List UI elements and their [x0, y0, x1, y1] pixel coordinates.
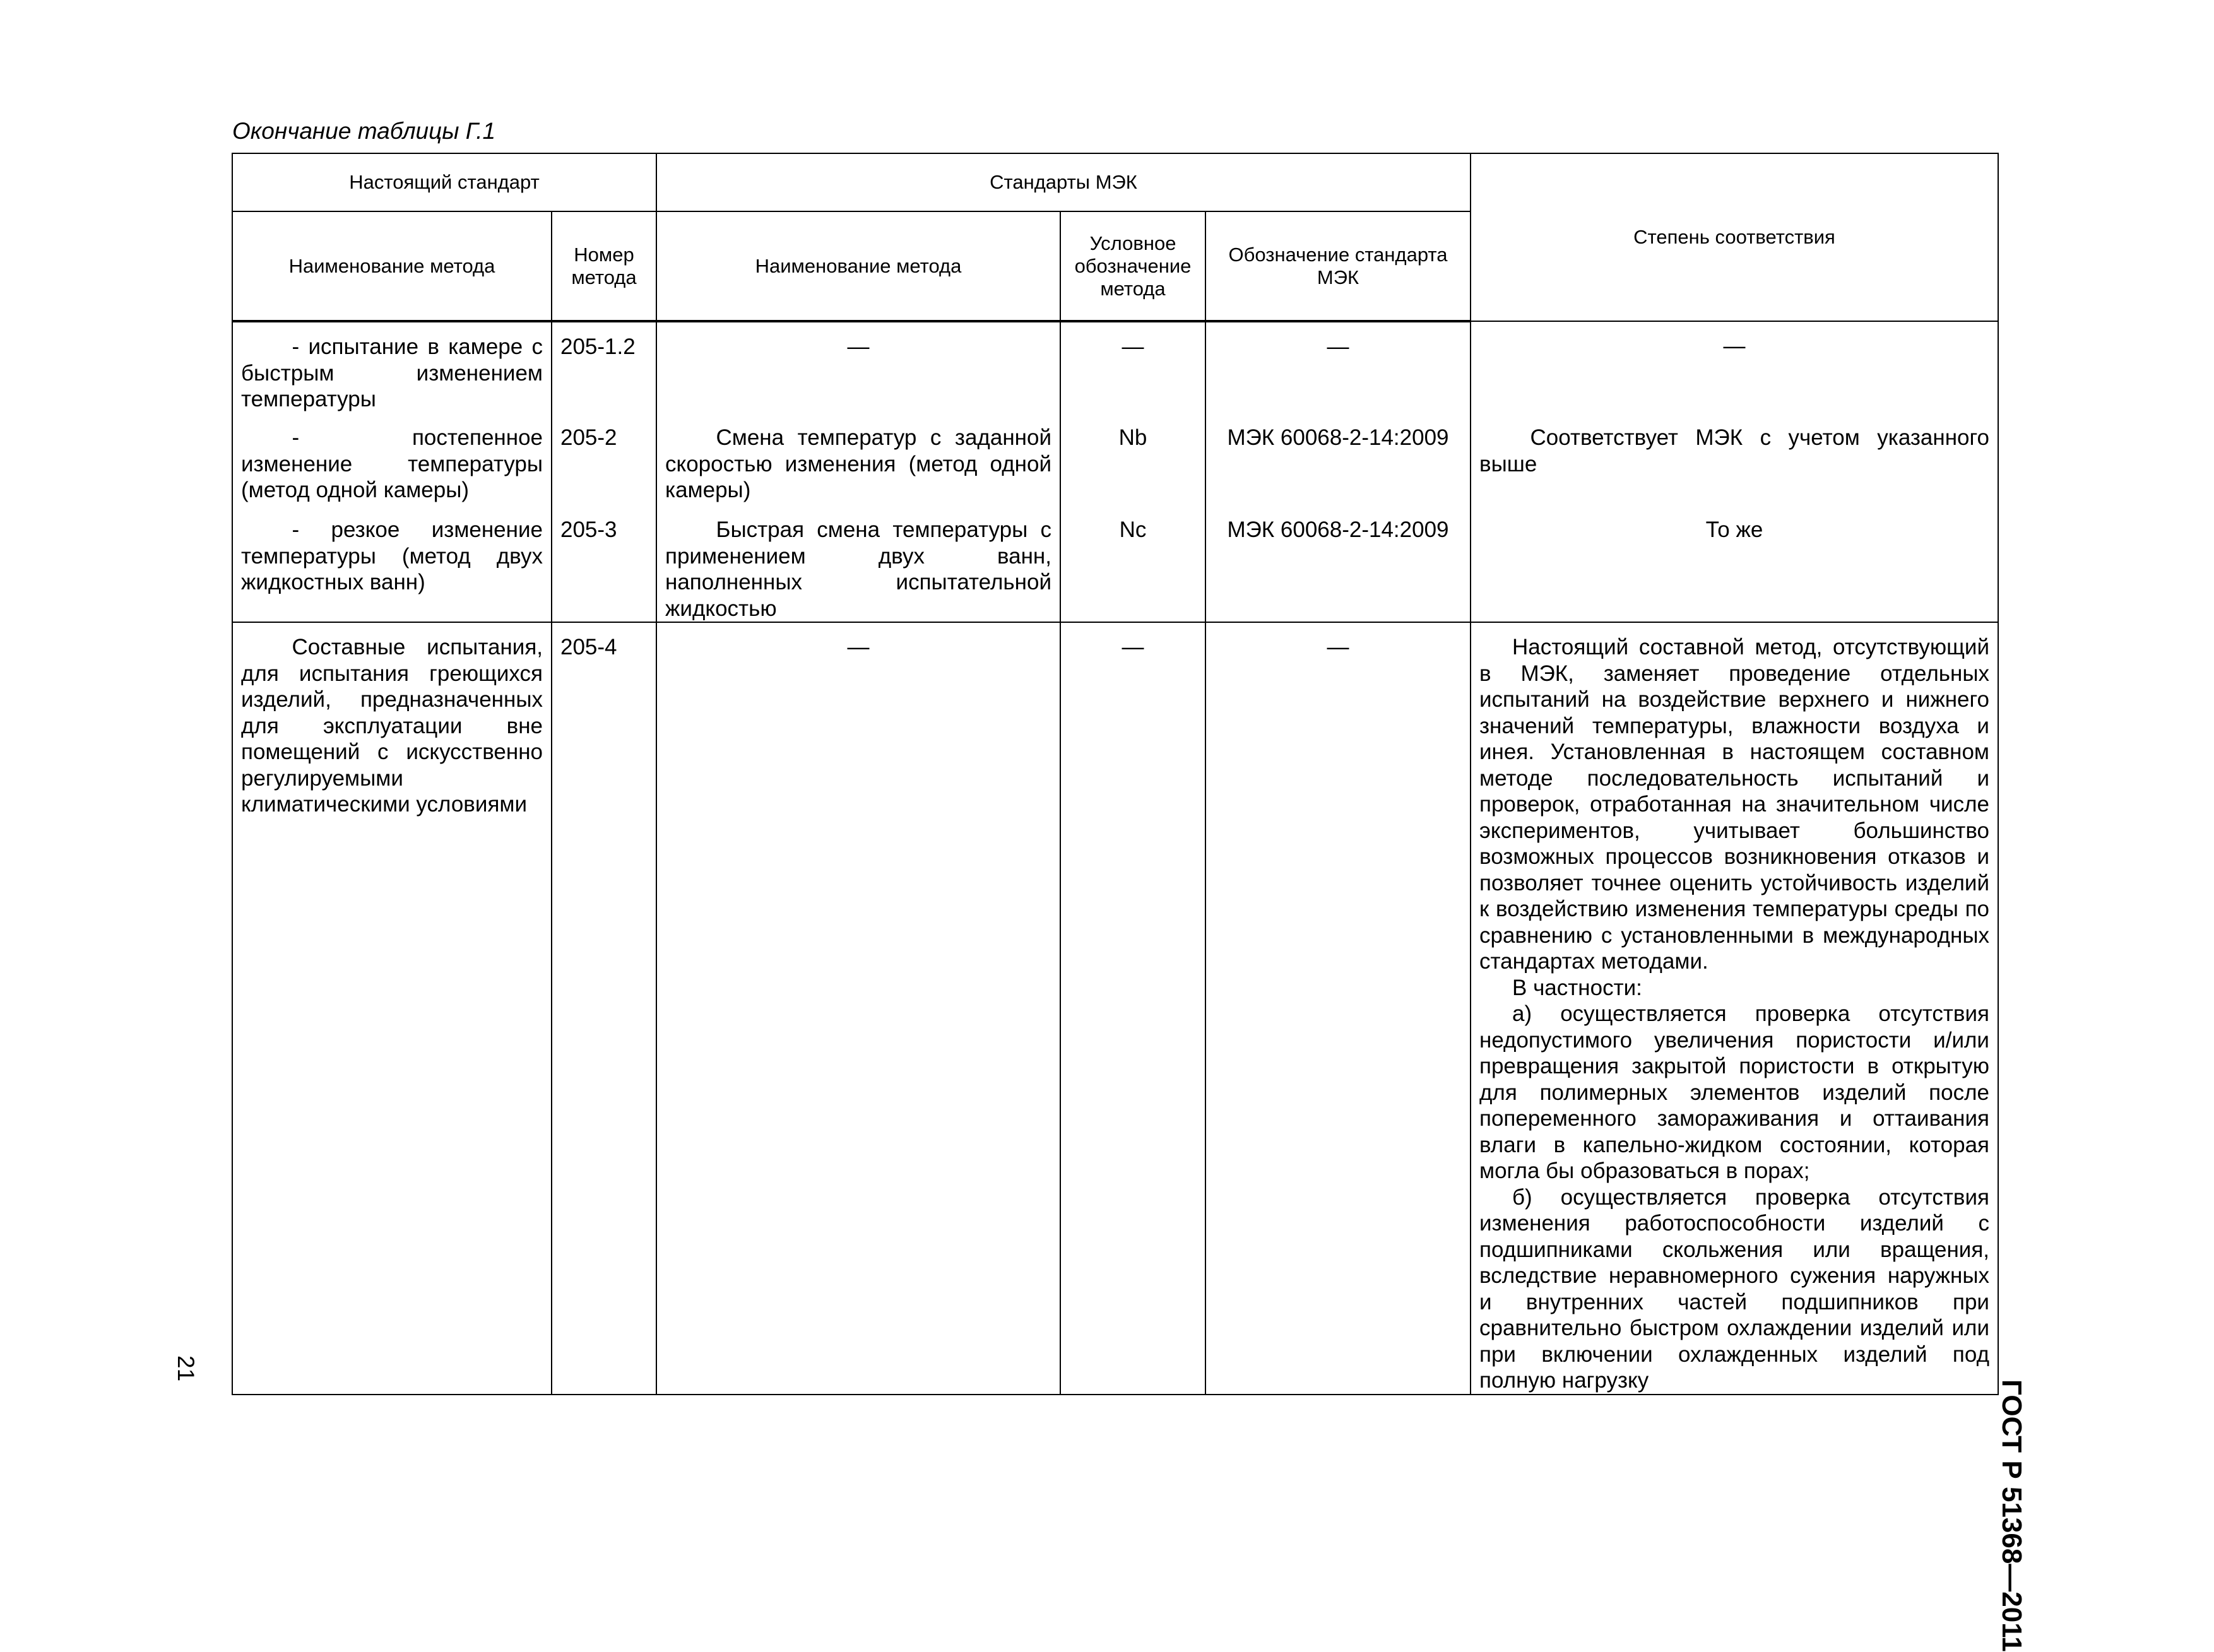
iec-method-name-cell: Смена температур с заданной скоростью изменения (метод одной камеры) — [656, 413, 1060, 505]
table-row — [232, 413, 1998, 505]
page-number: 21 — [173, 1355, 199, 1382]
table-caption: Окончание таблицы Г.1 — [232, 118, 496, 144]
header-current-standard: Настоящий стандарт — [232, 153, 656, 211]
method-number-cell: 205-4 — [552, 622, 656, 1395]
designation-cell: — — [1060, 321, 1205, 413]
method-number-cell: 205-3 — [552, 505, 656, 622]
degree-cell: То же — [1471, 505, 1998, 622]
table-row — [232, 505, 1998, 622]
header-method-number: Номер метода — [552, 211, 656, 321]
degree-paragraph: В частности: — [1512, 975, 1642, 1000]
designation-cell: — — [1060, 622, 1205, 1395]
degree-paragraph: б) осуществляется проверка отсутствия изменения работоспособности изделий с подшипниками скольжения или вращения, вследствие неравномерного сужения наружных и внутренних частей подшипников при сравнительно быстром охлаждении изделий или при включении охлажденных изделий под полную нагрузку — [1479, 1184, 1989, 1393]
header-iec-standards: Стандарты МЭК — [656, 153, 1471, 211]
header-iec-method-name: Наименование метода — [656, 211, 1060, 321]
degree-paragraph: Настоящий составной метод, отсутствующий в МЭК, заменяет проведение отдельных испытаний на воздействие верхнего и нижнего значений температуры, влажности воздуха и инея. Установленная в настоящем составном методе последовательность испытаний и проверок, отработанная на значительном числе экспериментов, учитывает большинство возможных процессов возникновения отказов и позволяет точнее оценить устойчивость изделий к воздействию изменения температуры среды по сравнению с установленными в международных стандартах методами. — [1479, 635, 1989, 974]
method-name-cell: - постепенное изменение температуры (метод одной камеры) — [232, 413, 552, 505]
header-iec-standard: Обозначение стандарта МЭК — [1205, 211, 1471, 321]
iec-standard-cell: МЭК 60068-2-14:2009 — [1205, 505, 1471, 622]
method-name-cell: - резкое изменение температуры (метод двух жидкостных ванн) — [232, 505, 552, 622]
table-row — [232, 622, 1998, 1395]
designation-cell: Nc — [1060, 505, 1205, 622]
comparison-table — [232, 153, 1999, 1395]
degree-cell — [1471, 622, 1998, 1395]
header-method-designation: Условное обозначение метода — [1060, 211, 1205, 321]
iec-standard-cell: МЭК 60068-2-14:2009 — [1205, 413, 1471, 505]
degree-cell: Соответствует МЭК с учетом указанного выше — [1471, 413, 1998, 505]
iec-method-name-cell: Быстрая смена температуры с применением двух ванн, наполненных испытательной жидкостью — [656, 505, 1060, 622]
document-designation: ГОСТ Р 51368—2011 — [1996, 1379, 2027, 1652]
degree-paragraph: а) осуществляется проверка отсутствия недопустимого увеличения пористости и/или превращения закрытой пористости в открытую для полимерных элементов изделий после попеременного замораживания и оттаивания влаги в капельно-жидком состоянии, которая могла бы образоваться в порах; — [1479, 1001, 1989, 1183]
method-number-cell: 205-1.2 — [552, 321, 656, 413]
header-degree-of-compliance: Степень соответствия — [1471, 153, 1998, 321]
degree-cell: — — [1471, 321, 1998, 413]
method-number-cell: 205-2 — [552, 413, 656, 505]
iec-method-name-cell: — — [656, 321, 1060, 413]
header-method-name: Наименование метода — [232, 211, 552, 321]
iec-method-name-cell: — — [656, 622, 1060, 1395]
iec-standard-cell: — — [1205, 622, 1471, 1395]
method-name-cell: - испытание в камере с быстрым изменением температуры — [232, 321, 552, 413]
iec-standard-cell: — — [1205, 321, 1471, 413]
method-name-cell: Составные испытания, для испытания греющихся изделий, предназначенных для эксплуатации вне помещений с искусственно регулируемыми климатическими условиями — [232, 622, 552, 1395]
designation-cell: Nb — [1060, 413, 1205, 505]
table-row — [232, 321, 1998, 413]
